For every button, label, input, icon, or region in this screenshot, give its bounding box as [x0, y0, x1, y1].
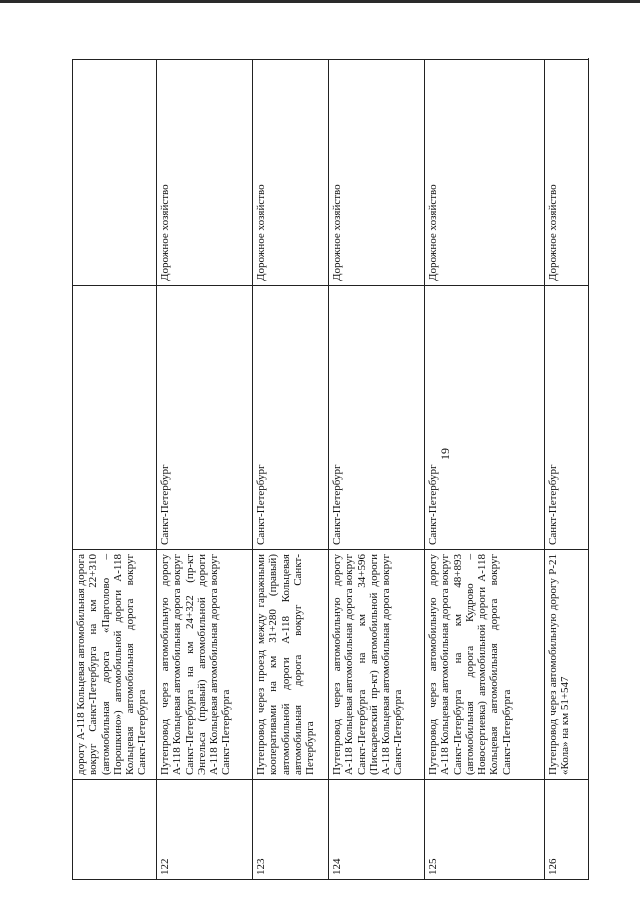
object-location: Санкт-Петербург — [329, 286, 425, 550]
table-row — [253, 60, 329, 880]
object-owner — [73, 60, 157, 286]
object-name: Путепровод через проезд между гаражными кооперативами на км 31+280 (правый) автомобильной дороги А-118 Кольцевая автомобильная дорога вокруг Санкт-Петербурга — [253, 550, 329, 780]
object-name: Путепровод через автомобильную дорогу Р-21 «Кола» на км 51+547 — [545, 550, 589, 780]
object-owner: Дорожное хозяйство — [253, 60, 329, 286]
row-number: 123 — [253, 780, 329, 880]
table-row — [545, 60, 589, 880]
object-location: Санкт-Петербург — [157, 286, 253, 550]
object-location: Санкт-Петербург — [425, 286, 545, 550]
row-number: 122 — [157, 780, 253, 880]
object-location — [73, 286, 157, 550]
row-number: 126 — [545, 780, 589, 880]
object-owner: Дорожное хозяйство — [329, 60, 425, 286]
table-row — [425, 60, 545, 880]
object-name: Путепровод через автомобильную дорогу А-118 Кольцевая автомобильная дорога вокруг Санкт-Петербурга на км 34+596 (Пискаревский пр-кт) автомобильной дороги А-118 Кольцевая автомобильная дорога вокруг Санкт-Петербурга — [329, 550, 425, 780]
object-owner: Дорожное хозяйство — [157, 60, 253, 286]
object-name: Путепровод через автомобильную дорогу А-118 Кольцевая автомобильная дорога вокруг Санкт-Петербурга на км 48+893 (автомобильная дорога Кудрово – Новосергиевка) автомобильной дороги А-118 Кольцевая автомобильная дорога вокруг Санкт-Петербурга — [425, 550, 545, 780]
row-number: 125 — [425, 780, 545, 880]
row-number: 124 — [329, 780, 425, 880]
table-row — [73, 60, 157, 880]
objects-table — [72, 59, 589, 880]
object-name: дорогу А-118 Кольцевая автомобильная дорога вокруг Санкт-Петербурга на км 22+310 (автомобильная дорога «Парголово – Порошкино») автомобильной дороги А-118 Кольцевая автомобильная дорога вокруг Санкт-Петербурга — [73, 550, 157, 780]
top-border-rule — [0, 0, 640, 3]
rotated-table-container — [72, 60, 588, 880]
row-number — [73, 780, 157, 880]
object-owner: Дорожное хозяйство — [545, 60, 589, 286]
table-row — [329, 60, 425, 880]
table-row — [157, 60, 253, 880]
page-number: 19 — [438, 448, 452, 460]
object-name: Путепровод через автомобильную дорогу А-118 Кольцевая автомобильная дорога вокруг Санкт-Петербурга на км 24+322 (пр-кт Энгельса (правый) автомобильной дороги А-118 Кольцевая автомобильная дорога вокруг Санкт-Петербурга — [157, 550, 253, 780]
object-location: Санкт-Петербург — [253, 286, 329, 550]
object-location: Санкт-Петербург — [545, 286, 589, 550]
object-owner: Дорожное хозяйство — [425, 60, 545, 286]
